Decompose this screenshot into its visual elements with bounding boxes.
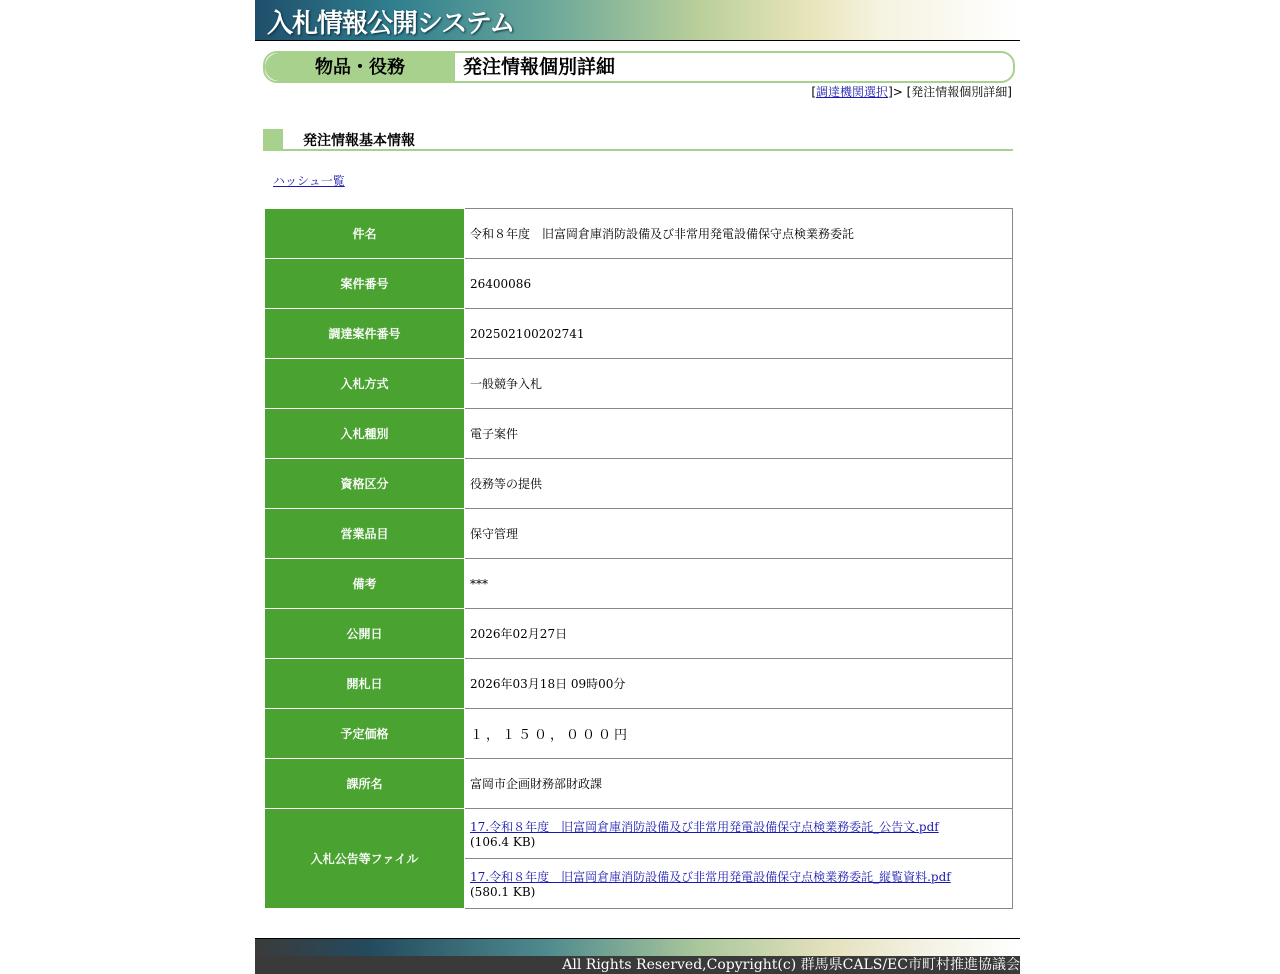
- page-title: 発注情報個別詳細: [463, 56, 616, 78]
- row-value: 202502100202741: [465, 309, 1013, 359]
- row-label: 入札方式: [265, 359, 465, 409]
- system-title: 入札情報公開システム: [267, 9, 515, 39]
- row-value: 富岡市企画財務部財政課: [465, 759, 1013, 809]
- row-label: 備考: [265, 559, 465, 609]
- row-value: 役務等の提供: [465, 459, 1013, 509]
- row-value: 26400086: [465, 259, 1013, 309]
- file-cell: [465, 809, 1013, 859]
- row-label: 公開日: [265, 609, 465, 659]
- file-cell: [465, 859, 1013, 909]
- section-heading: [263, 129, 1013, 151]
- table-row: [265, 459, 1013, 509]
- table-row: [265, 559, 1013, 609]
- breadcrumb-close: ]: [888, 85, 893, 99]
- breadcrumb-link-agency-select[interactable]: 調達機関選択: [816, 85, 889, 99]
- row-label: 資格区分: [265, 459, 465, 509]
- table-row: [265, 709, 1013, 759]
- table-row: [265, 509, 1013, 559]
- row-label: 課所名: [265, 759, 465, 809]
- row-value: １，１５０，０００円: [465, 709, 1013, 759]
- detail-table: [264, 208, 1013, 909]
- row-label: 調達案件番号: [265, 309, 465, 359]
- row-label: 入札公告等ファイル: [265, 809, 465, 909]
- table-row: [265, 309, 1013, 359]
- table-row-files: [265, 809, 1013, 859]
- row-label: 営業品目: [265, 509, 465, 559]
- table-row: [265, 759, 1013, 809]
- row-value: 保守管理: [465, 509, 1013, 559]
- table-row: [265, 209, 1013, 259]
- row-value: 電子案件: [465, 409, 1013, 459]
- row-label: 件名: [265, 209, 465, 259]
- row-label: 案件番号: [265, 259, 465, 309]
- copyright-text: All Rights Reserved,Copyright(c) 群馬県CALS/EC市町村推進協議会: [255, 956, 1020, 974]
- category-pill: [265, 53, 455, 81]
- table-row: [265, 359, 1013, 409]
- breadcrumb-current: [発注情報個別詳細]: [906, 85, 1012, 99]
- section-marker: [263, 129, 283, 150]
- table-row: [265, 409, 1013, 459]
- row-label: 予定価格: [265, 709, 465, 759]
- page-frame: [255, 0, 1020, 974]
- file-link-notice-pdf[interactable]: 17.令和８年度 旧富岡倉庫消防設備及び非常用発電設備保守点検業務委託_公告文.pdf: [470, 820, 939, 834]
- row-label: 入札種別: [265, 409, 465, 459]
- table-row: [265, 259, 1013, 309]
- row-value: 令和８年度 旧富岡倉庫消防設備及び非常用発電設備保守点検業務委託: [465, 209, 1013, 259]
- file-size: (106.4 KB): [470, 835, 536, 849]
- row-value: 一般競争入札: [465, 359, 1013, 409]
- table-row: [265, 609, 1013, 659]
- table-row: [265, 659, 1013, 709]
- file-link-inspection-pdf[interactable]: 17.令和８年度 旧富岡倉庫消防設備及び非常用発電設備保守点検業務委託_縦覧資料.pdf: [470, 870, 951, 884]
- breadcrumb: [811, 83, 1012, 100]
- breadcrumb-separator: >: [892, 85, 907, 99]
- hash-list-link[interactable]: ハッシュ一覧: [273, 174, 345, 188]
- file-size: (580.1 KB): [470, 885, 536, 899]
- section-title: 発注情報基本情報: [303, 133, 415, 149]
- row-label: 開札日: [265, 659, 465, 709]
- category-label: 物品・役務: [315, 57, 405, 78]
- header-banner: [255, 0, 1020, 41]
- category-bar: [263, 51, 1015, 83]
- breadcrumb-open: [: [811, 85, 817, 99]
- row-value: 2026年02月27日: [465, 609, 1013, 659]
- row-value: ***: [465, 559, 1013, 609]
- footer-banner: [255, 938, 1020, 957]
- row-value: 2026年03月18日 09時00分: [465, 659, 1013, 709]
